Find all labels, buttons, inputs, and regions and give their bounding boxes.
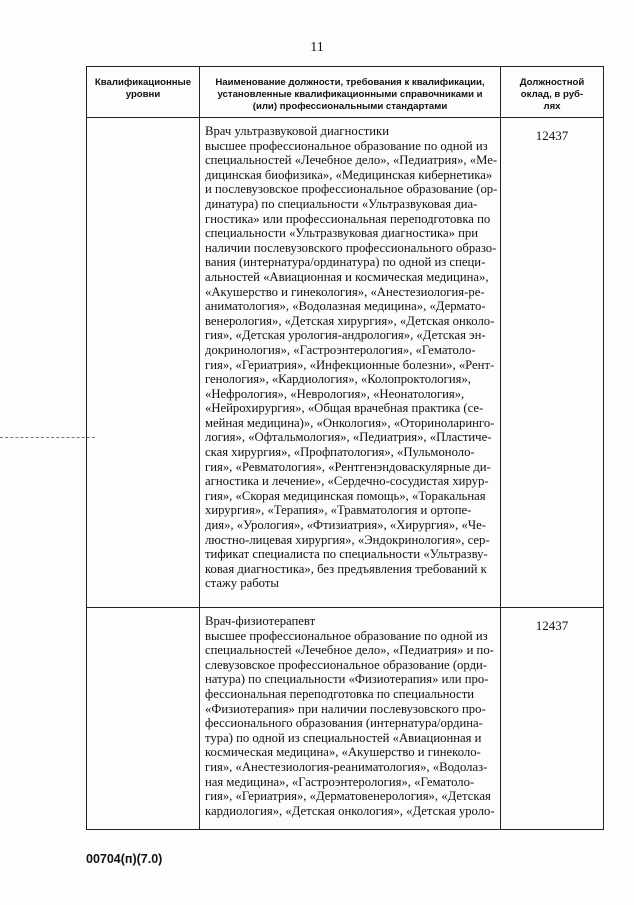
text-line: дицинская биофизика», «Медицинская кибернетика» <box>205 167 493 182</box>
text-line: гностика» или профессиональная переподготовка по <box>205 211 491 226</box>
text-line: специальностей «Лечебное дело», «Педиатрия» и по- <box>205 643 494 658</box>
text-line: ская хирургия», «Профпатология», «Пульмоноло- <box>205 445 475 460</box>
text-line: венерология», «Детская хирургия», «Детская онколо- <box>205 313 495 328</box>
header-levels <box>87 67 200 118</box>
text-line: высшее профессиональное образование по одной из <box>205 628 488 643</box>
text-line: гия», «Скорая медицинская помощь», «Торакальная <box>205 488 486 503</box>
table-header-row <box>87 67 604 118</box>
text-line: мейная медицина)», «Онкология», «Оториноларинго- <box>205 415 495 430</box>
text-line: гия», «Ревматология», «Рентгенэндоваскулярные ди- <box>205 459 491 474</box>
text-line: высшее профессиональное образование по одной из <box>205 138 488 153</box>
text-line: Врач-физиотерапевт <box>205 614 316 628</box>
text-line: уровни <box>125 89 161 100</box>
text-line: и послевузовское профессиональное образование (ор- <box>205 182 498 197</box>
text-line: (или) профессиональными стандартами <box>252 101 448 112</box>
text-line: «Физиотерапия» при наличии послевузовского про- <box>205 701 486 716</box>
text-line: слевузовское профессиональное образование (орди- <box>205 657 488 672</box>
qualification-table <box>86 66 604 830</box>
text-line: «Нефрология», «Неврология», «Неонатология», <box>205 386 465 401</box>
text-line: космическая медицина», «Акушерство и гинеколо- <box>205 745 481 760</box>
text-line: гия», «Анестезиология-реаниматология», «Водолаз- <box>205 759 488 774</box>
text-line: оклад, в руб- <box>520 89 584 100</box>
text-line: фессионального образования (интернатура/ордина- <box>205 716 483 731</box>
text-line: специальностей «Лечебное дело», «Педиатрия», «Ме- <box>205 153 498 168</box>
text-line: Наименование должности, требования к квалификации, <box>215 77 485 88</box>
text-line: наличии послевузовского профессионального образо- <box>205 240 497 255</box>
text-line: специальности «Ультразвуковая диагностика» при <box>205 226 479 241</box>
text-line: генология», «Кардиология», «Колопроктология», <box>205 372 471 387</box>
text-line: динатура) по специальности «Ультразвуковая диа- <box>205 196 478 211</box>
level-cell <box>87 608 200 830</box>
text-line: Должностной <box>519 77 585 88</box>
position-cell <box>200 118 501 608</box>
text-line: гия», «Детская урология-андрология», «Детская эн- <box>205 328 486 343</box>
table-row <box>87 118 604 608</box>
page-number: 11 <box>310 40 324 55</box>
text-line: люстно-лицевая хирургия», «Эндокринология», сер- <box>205 532 490 547</box>
text-line: фессиональная переподготовка по специальности <box>205 686 475 701</box>
header-salary <box>501 67 604 118</box>
salary-cell: 12437 <box>501 608 604 830</box>
text-line: вания (интернатура/ординатура) по одной из специ- <box>205 255 486 270</box>
text-line: тура) по одной из специальностей «Авиационная и <box>205 730 482 745</box>
text-line: логия», «Офтальмология», «Педиатрия», «Пластиче- <box>205 430 492 445</box>
text-line: аниматология», «Водолазная медицина», «Дермато- <box>205 299 486 314</box>
text-line: гия», «Гериатрия», «Инфекционные болезни», «Рент- <box>205 357 495 372</box>
text-line: тификат специалиста по специальности «Ультразву- <box>205 547 488 562</box>
text-line: стажу работы <box>205 576 279 591</box>
text-line: дия», «Урология», «Фтизиатрия», «Хирургия», «Че- <box>205 518 486 533</box>
position-cell <box>200 608 501 830</box>
text-line: установленные квалификационными справочниками и <box>217 89 483 100</box>
text-line: ная медицина», «Гастроэнтерология», «Гематоло- <box>205 774 475 789</box>
table-row <box>87 608 604 830</box>
level-cell <box>87 118 200 608</box>
text-line: кардиология», «Детская онкология», «Детская уроло- <box>205 803 495 818</box>
text-line: «Акушерство и гинекология», «Анестезиология-ре- <box>205 284 485 299</box>
text-line: Врач ультразвуковой диагностики <box>205 124 390 138</box>
text-line: гия», «Гериатрия», «Дерматовенерология», «Детская <box>205 789 491 804</box>
salary-cell: 12437 <box>501 118 604 608</box>
header-position <box>200 67 501 118</box>
margin-mark <box>0 437 95 438</box>
text-line: лях <box>543 101 561 112</box>
text-line: альностей «Авиационная и космическая медицина», <box>205 269 489 284</box>
text-line: Квалификационные <box>94 77 192 88</box>
text-line: натура) по специальности «Физиотерапия» или про- <box>205 672 489 687</box>
text-line: хирургия», «Терапия», «Травматология и ортопе- <box>205 503 472 518</box>
text-line: докринология», «Гастроэнтерология», «Гематоло- <box>205 342 476 357</box>
document-code: 00704(п)(7.0) <box>86 852 163 866</box>
text-line: агностика и лечение», «Сердечно-сосудистая хирур- <box>205 474 489 489</box>
text-line: «Нейрохирургия», «Общая врачебная практика (се- <box>205 401 484 416</box>
text-line: ковая диагностика», без предъявления требований к <box>205 561 487 576</box>
